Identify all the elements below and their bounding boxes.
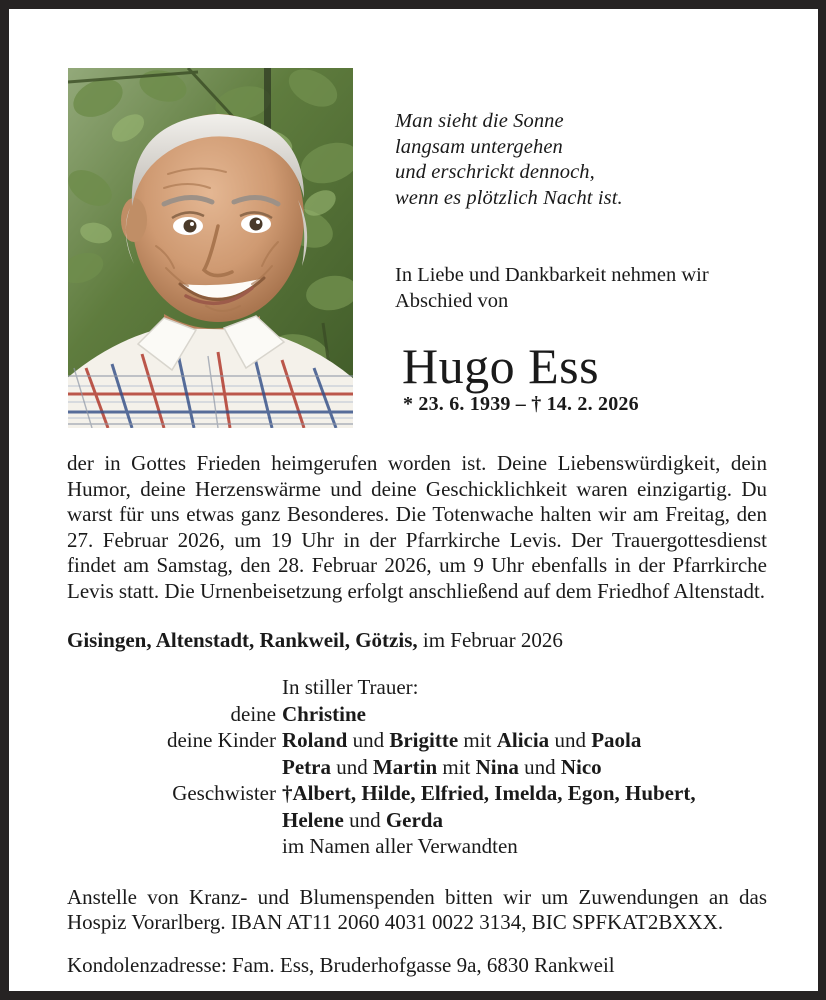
intro-line-2: Abschied von — [395, 289, 509, 312]
mourner-row — [67, 727, 767, 754]
mourner-names — [282, 701, 767, 728]
mourner-name: Brigitte — [389, 728, 459, 753]
mourner-name: Petra — [282, 754, 331, 779]
mourner-relation-label: Geschwister — [172, 781, 276, 806]
body-block — [67, 451, 767, 978]
right-column — [395, 9, 785, 416]
poem-line-3: und erschrickt dennoch, — [395, 161, 595, 183]
notice-inner-area — [9, 9, 818, 991]
mourner-connector: und — [343, 807, 386, 832]
mourner-name: Paola — [591, 728, 642, 753]
mourner-relation-label: deine Kinder — [166, 728, 276, 753]
mourner-row — [67, 833, 767, 860]
mourner-name: †Albert, Hilde, Elfried, Imelda, Egon, Hubert, — [282, 781, 696, 806]
mourner-names — [282, 780, 767, 807]
intro-line-1: In Liebe und Dankbarkeit nehmen wir — [395, 264, 709, 286]
mourner-name: Nina — [475, 754, 519, 779]
mourner-name: Christine — [282, 701, 366, 726]
mourner-connector: mit — [458, 728, 497, 753]
mourner-name: Roland — [282, 728, 348, 753]
mourner-names — [282, 754, 767, 781]
towns-list: Gisingen, Altenstadt, Rankweil, Götzis, — [67, 627, 418, 652]
poem-line-2: langsam untergehen — [395, 135, 563, 158]
mourner-connector: mit — [437, 754, 476, 779]
mourner-name: Nico — [560, 754, 602, 779]
mourner-connector: und — [518, 754, 561, 779]
mourner-names — [282, 833, 767, 860]
donation-request: Anstelle von Kranz- und Blumenspenden bitten wir um Zuwendungen an das Hospiz Vorarlberg. IBAN AT11 2060 4031 0022 3134, BIC SPFKAT2BXXX. — [67, 884, 767, 935]
notice-month: im Februar 2026 — [417, 627, 563, 652]
farewell-intro — [395, 263, 785, 314]
condolence-address: Kondolenzadresse: Fam. Ess, Bruderhofgasse 9a, 6830 Rankweil — [67, 952, 615, 977]
portrait-photo — [68, 68, 353, 428]
mourner-row — [67, 701, 767, 728]
mourner-name: Martin — [372, 754, 438, 779]
mourner-connector: und — [330, 754, 373, 779]
top-area — [9, 9, 818, 434]
life-dates: * 23. 6. 1939 – † 14. 2. 2026 — [403, 393, 639, 415]
mourner-row — [67, 754, 767, 781]
mourner-row — [67, 780, 767, 807]
obituary-body-text: der in Gottes Frieden heimgerufen worden ist. Deine Liebenswürdigkeit, dein Humor, deine Herzenswärme und deine Geschicklichkeit waren einzigartig. Du warst für uns etwas ganz Besonderes. Die Totenwache halten wir am Freitag, den 27. Februar 2026, um 19 Uhr in der Pfarrkirche Levis. Der Trauergottesdienst findet am Samstag, den 28. Februar 2026, um 9 Uhr ebenfalls in der Pfarrkirche Levis statt. Die Urnenbeisetzung erfolgt anschließend auf dem Friedhof Altenstadt. — [67, 451, 767, 603]
mourner-name: Alicia — [496, 728, 550, 753]
mourners-heading-row — [67, 674, 767, 701]
mourner-relation-label: deine — [230, 701, 276, 726]
mourner-names — [282, 727, 767, 754]
mourner-name: Gerda — [385, 807, 443, 832]
mourner-connector: und — [347, 728, 390, 753]
mourner-name: Helene — [282, 807, 344, 832]
mourner-row — [67, 807, 767, 834]
mourner-connector: und — [549, 728, 592, 753]
portrait-photo-graphic — [68, 68, 353, 428]
mourners-heading: In stiller Trauer: — [282, 675, 419, 700]
places-and-date-line — [67, 628, 767, 654]
poem-line-4: wenn es plötzlich Nacht ist. — [395, 186, 623, 209]
mourners-block — [67, 674, 767, 860]
mourner-names — [282, 807, 767, 834]
mourner-connector: im Namen aller Verwandten — [282, 834, 518, 859]
memorial-poem — [395, 109, 785, 211]
mourner-rows — [67, 701, 767, 860]
deceased-name: Hugo Ess — [402, 338, 600, 394]
poem-line-1: Man sieht die Sonne — [395, 110, 564, 132]
